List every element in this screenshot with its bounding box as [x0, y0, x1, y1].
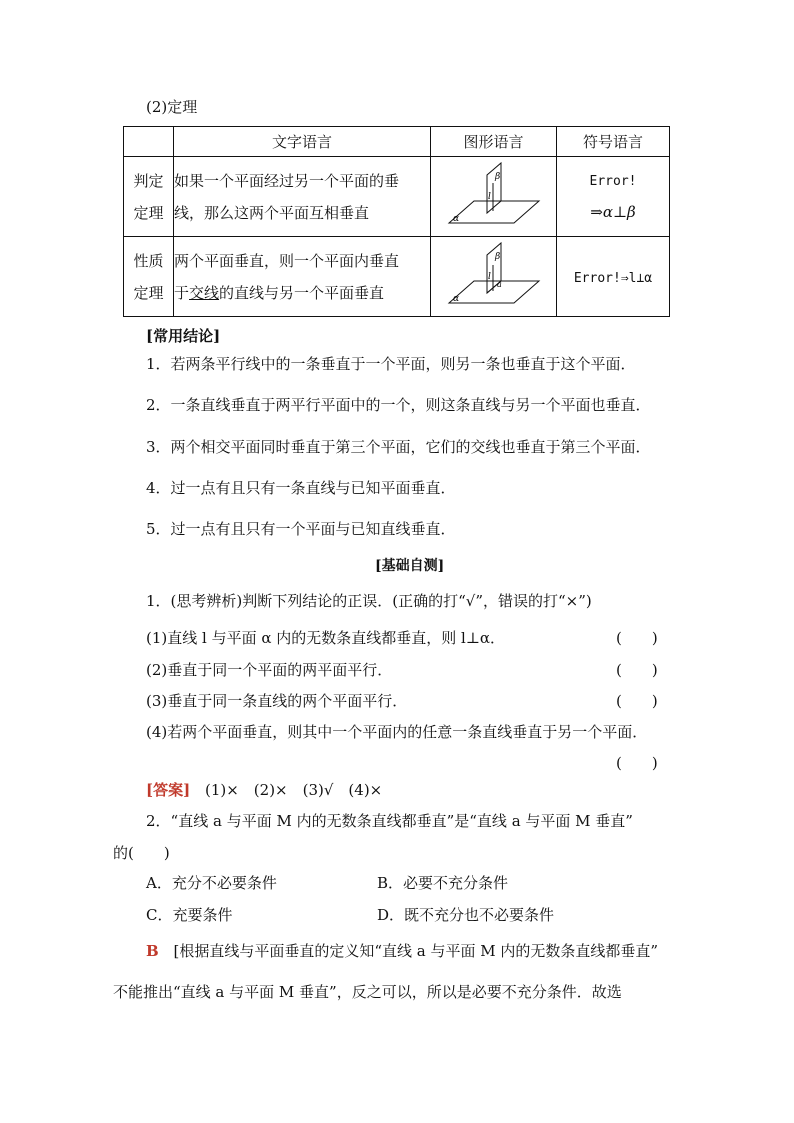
q2-stem-line1: 2．“直线 a 与平面 M 内的无数条直线都垂直”是“直线 a 与平面 M 垂直”	[146, 812, 633, 830]
answer-label: [答案]	[146, 781, 191, 799]
answer-text: (1)× (2)× (3)√ (4)×	[204, 781, 383, 799]
property-symbol: Error!⇒l⊥α	[557, 237, 670, 317]
table-row-judgment	[124, 157, 670, 237]
conclusion-item-3: 3．两个相交平面同时垂直于第三个平面，它们的交线也垂直于第三个平面．	[146, 438, 651, 456]
row-label-judgment: 判定 定理	[124, 157, 174, 237]
fig-label-alpha: α	[452, 213, 459, 224]
q2-answer-letter: B	[146, 942, 159, 960]
table-header-row	[124, 127, 670, 157]
q1-item-2-paren: ( )	[616, 661, 658, 679]
conclusion-item-2: 2．一条直线垂直于两平行平面中的一个，则这条直线与另一个平面也垂直．	[146, 396, 651, 414]
q2-option-b: B．必要不充分条件	[377, 874, 509, 892]
conclusion-item-5: 5．过一点有且只有一个平面与已知直线垂直．	[146, 520, 456, 538]
q2-explanation-line2: 不能推出“直线 a 与平面 M 垂直”，反之可以，所以是必要不充分条件．故选	[113, 983, 622, 1001]
q1-item-3-paren: ( )	[616, 692, 658, 710]
section-title: (2)定理	[146, 98, 198, 116]
conclusion-item-1: 1．若两条平行线中的一条垂直于一个平面，则另一条也垂直于这个平面．	[146, 355, 636, 373]
q1-item-1: (1)直线 l 与平面 α 内的无数条直线都垂直，则 l⊥α．	[146, 629, 506, 647]
fig-label-beta: β	[494, 171, 500, 182]
q1-item-3: (3)垂直于同一条直线的两个平面平行．	[146, 692, 408, 710]
fig-label-l: l	[487, 191, 491, 202]
self-test-heading: [基础自测]	[375, 558, 445, 574]
table-row-property	[124, 237, 670, 317]
q2-option-c: C．充要条件	[146, 906, 233, 924]
property-figure	[431, 237, 557, 317]
q1-item-2: (2)垂直于同一个平面的两平面平行．	[146, 661, 393, 679]
theorem-table	[123, 126, 670, 317]
fig-label-beta: β	[494, 251, 500, 262]
fig-label-a: a	[496, 279, 502, 289]
header-figure-language: 图形语言	[431, 127, 557, 157]
q2-option-a: A．充分不必要条件	[146, 874, 277, 892]
header-text-language: 文字语言	[174, 127, 431, 157]
table-corner-cell	[124, 127, 174, 157]
q1-item-4-paren: ( )	[616, 754, 658, 772]
q1-answer	[146, 779, 382, 800]
common-conclusions-heading: [常用结论]	[146, 327, 221, 345]
property-text: 两个平面垂直，则一个平面内垂直 于交线的直线与另一个平面垂直	[174, 237, 431, 317]
row-label-property: 性质 定理	[124, 237, 174, 317]
judgment-symbol: Error! ⇒α⊥β	[557, 157, 670, 237]
q2-option-d: D．既不充分也不必要条件	[377, 906, 555, 924]
fig-label-alpha: α	[452, 293, 459, 304]
conclusion-item-4: 4．过一点有且只有一条直线与已知平面垂直．	[146, 479, 456, 497]
q2-explanation-line1: B [根据直线与平面垂直的定义知“直线 a 与平面 M 内的无数条直线都垂直”	[146, 942, 659, 960]
q2-stem-line2: 的( )	[113, 844, 170, 862]
fig-label-l: l	[487, 271, 491, 282]
judgment-text: 如果一个平面经过另一个平面的垂 线，那么这两个平面互相垂直	[174, 157, 431, 237]
q1-item-4: (4)若两个平面垂直，则其中一个平面内的任意一条直线垂直于另一个平面．	[146, 723, 648, 741]
q1-stem: 1．(思考辨析)判断下列结论的正误．(正确的打“√”，错误的打“×”)	[146, 592, 592, 610]
header-symbol-language: 符号语言	[557, 127, 670, 157]
judgment-figure	[431, 157, 557, 237]
q1-item-1-paren: ( )	[616, 629, 658, 647]
